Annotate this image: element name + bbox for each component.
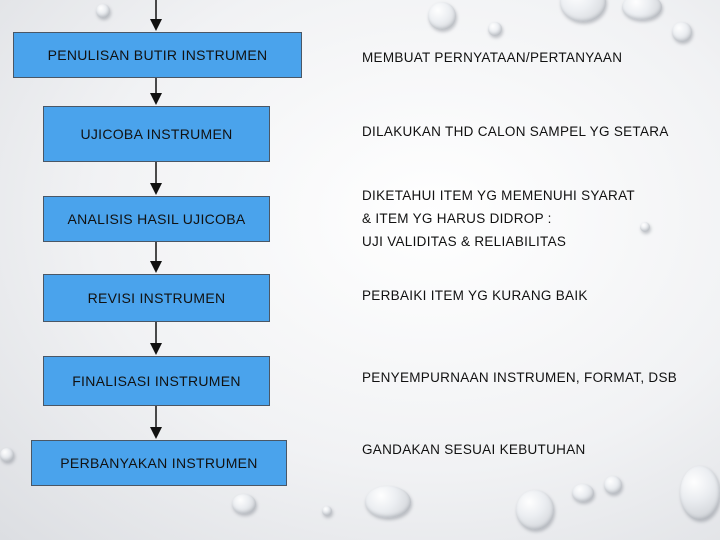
step-description-perbanyakan: GANDAKAN SESUAI KEBUTUHAN bbox=[362, 442, 586, 457]
step-label: PERBANYAKAN INSTRUMEN bbox=[60, 455, 258, 471]
step-label: REVISI INSTRUMEN bbox=[87, 290, 226, 306]
step-description-revisi: PERBAIKI ITEM YG KURANG BAIK bbox=[362, 288, 588, 303]
step-label: FINALISASI INSTRUMEN bbox=[72, 373, 241, 389]
step-label: UJICOBA INSTRUMEN bbox=[80, 126, 233, 142]
step-box-perbanyakan bbox=[31, 440, 287, 486]
step-label: PENULISAN BUTIR INSTRUMEN bbox=[47, 47, 268, 63]
step-description-ujicoba: DILAKUKAN THD CALON SAMPEL YG SETARA bbox=[362, 124, 669, 139]
step-box-penulisan bbox=[13, 32, 302, 78]
step-box-revisi bbox=[43, 274, 270, 322]
step-description-finalisasi: PENYEMPURNAAN INSTRUMEN, FORMAT, DSB bbox=[362, 370, 678, 385]
step-box-analisis bbox=[43, 196, 270, 242]
step-box-finalisasi bbox=[43, 356, 270, 406]
step-description-penulisan: MEMBUAT PERNYATAAN/PERTANYAAN bbox=[362, 50, 623, 65]
step-label: ANALISIS HASIL UJICOBA bbox=[67, 211, 246, 227]
step-box-ujicoba bbox=[43, 106, 270, 162]
step-description-analisis: DIKETAHUI ITEM YG MEMENUHI SYARAT & ITEM YG HARUS DIDROP : UJI VALIDITAS & RELIABILITAS bbox=[362, 188, 635, 249]
